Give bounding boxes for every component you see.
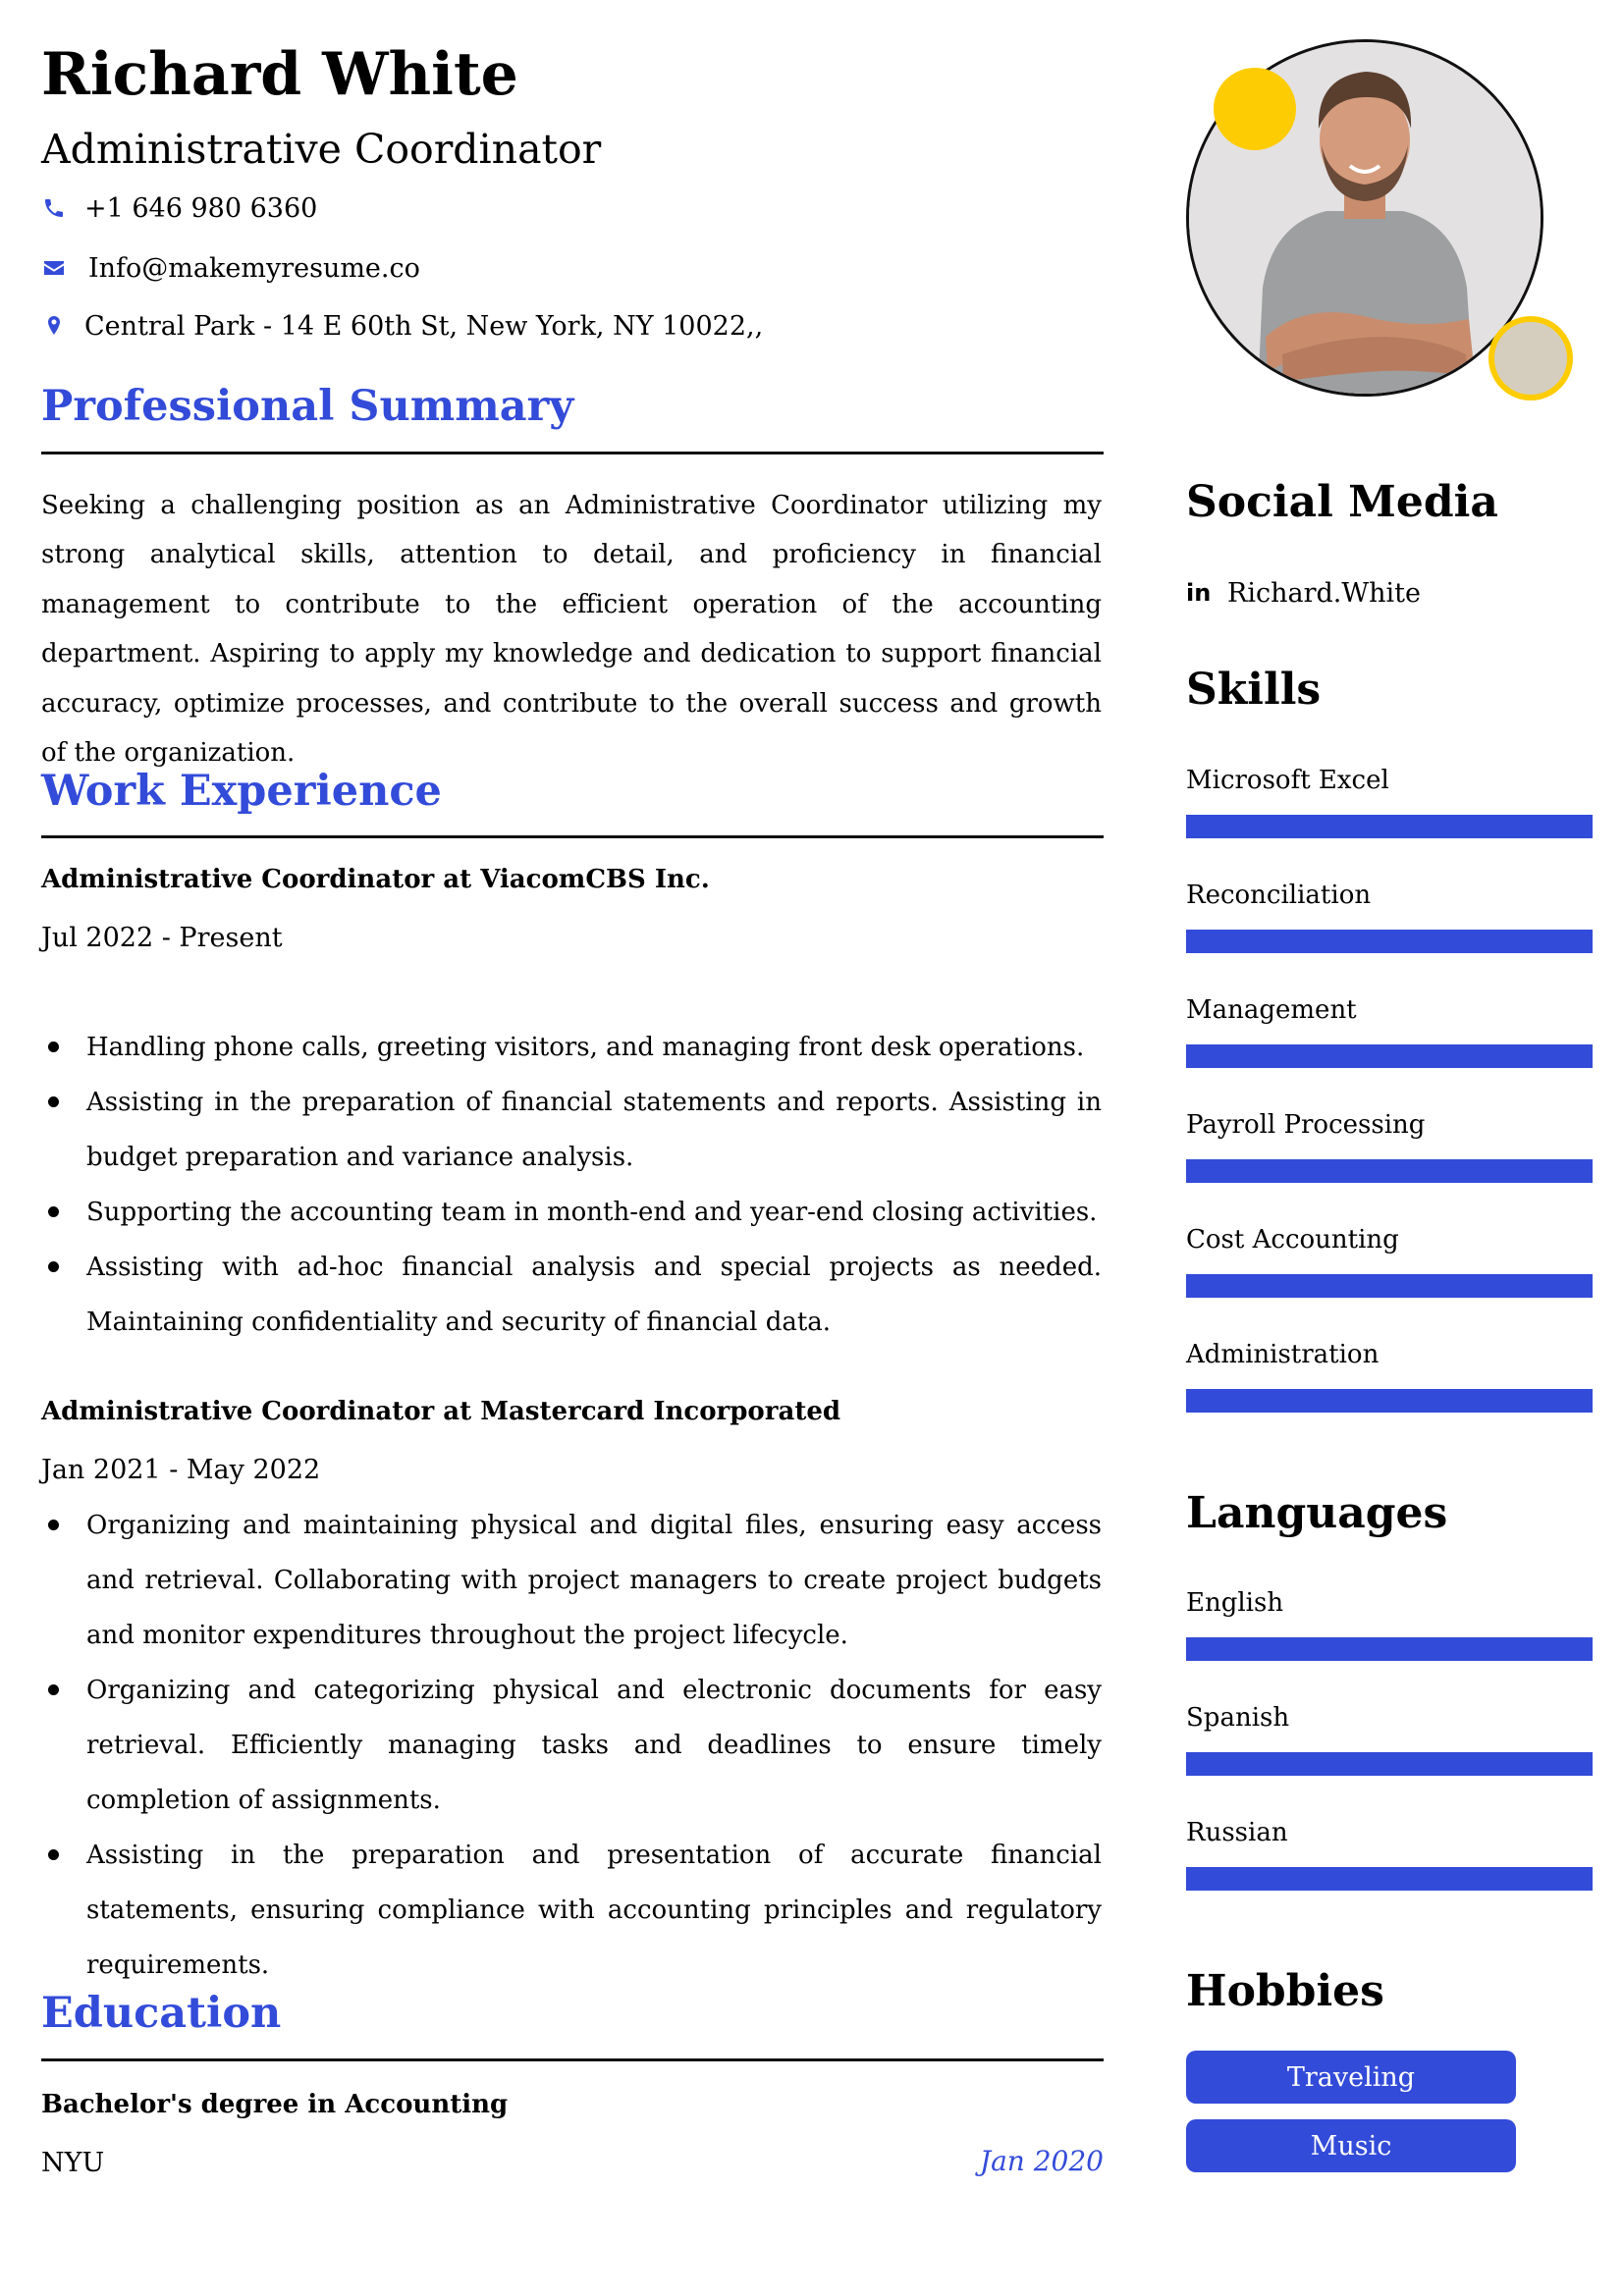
language-level-fill [1186,1867,1593,1891]
skill-label: Administration [1186,1340,1380,1369]
candidate-title: Administrative Coordinator [41,126,602,173]
list-item: Organizing and maintaining physical and digital files, ensuring easy access and retrieval. Collaborating with project managers to create project budgets and monitor expenditures throughout the project lifecycle. [41,1498,1102,1663]
summary-heading: Professional Summary [41,382,574,431]
education-degree: Bachelor's degree in Accounting [41,2090,509,2119]
contact-phone [41,188,317,228]
list-item: Assisting with ad-hoc financial analysis and special projects as needed. Maintaining confidentiality and security of financial data. [41,1240,1102,1350]
linkedin-icon: in [1186,579,1212,607]
contact-address [41,306,763,346]
list-item: Organizing and categorizing physical and electronic documents for easy retrieval. Efficiently managing tasks and deadlines to ensure timely completion of assignments. [41,1663,1102,1828]
language-label: English [1186,1588,1284,1618]
skill-level-fill [1186,1389,1593,1413]
language-level-bar [1186,1637,1593,1661]
education-heading: Education [41,1989,282,2038]
language-label: Russian [1186,1818,1288,1847]
phone-icon [41,195,67,221]
skill-level-fill [1186,1274,1593,1298]
skill-level-bar [1186,930,1593,953]
list-item: Supporting the accounting team in month-end and year-end closing activities. [41,1185,1102,1240]
job-title: Administrative Coordinator at Mastercard Incorporated [41,1397,841,1426]
skill-level-fill [1186,1044,1593,1068]
job-bullets [41,1020,1102,1350]
skill-level-bar [1186,1159,1593,1183]
education-divider [41,2058,1104,2061]
skill-label: Cost Accounting [1186,1225,1399,1255]
map-marker-icon [41,313,67,339]
language-level-fill [1186,1637,1593,1661]
skill-level-fill [1186,930,1593,953]
summary-divider [41,452,1104,454]
skill-level-bar [1186,815,1593,838]
linkedin-handle[interactable]: Richard.White [1227,577,1421,609]
experience-heading: Work Experience [41,767,442,816]
decorative-yellow-dot [1214,68,1296,150]
hobbies-heading: Hobbies [1186,1966,1384,2016]
language-level-bar [1186,1867,1593,1891]
skill-label: Management [1186,995,1357,1025]
language-label: Spanish [1186,1703,1290,1733]
skill-level-fill [1186,1159,1593,1183]
skills-heading: Skills [1186,665,1322,715]
profile-photo-group [1186,39,1579,412]
list-item: Handling phone calls, greeting visitors, and managing front desk operations. [41,1020,1102,1075]
skill-level-bar [1186,1274,1593,1298]
social-linkedin[interactable] [1186,573,1421,613]
job-bullets [41,1498,1102,1993]
hobby-tag: Music [1186,2119,1516,2172]
decorative-ring-dot [1488,316,1573,400]
education-date: Jan 2020 [979,2145,1104,2177]
email-text[interactable]: Info@makemyresume.co [88,252,420,284]
skill-level-bar [1186,1389,1593,1413]
contact-email [41,248,420,288]
social-heading: Social Media [1186,477,1498,527]
summary-text: Seeking a challenging position as an Administrative Coordinator utilizing my strong analytical skills, attention to detail, and proficiency in financial management to contribute to the efficient operation of the accounting department. Aspiring to apply my knowledge and dedication to support financial accuracy, optimize processes, and contribute to the overall success and growth of the organization. [41,491,1102,769]
language-level-fill [1186,1752,1593,1776]
languages-heading: Languages [1186,1488,1448,1538]
job-dates: Jul 2022 - Present [41,923,283,953]
skill-level-fill [1186,815,1593,838]
hobby-tag: Traveling [1186,2051,1516,2104]
list-item: Assisting in the preparation of financial statements and reports. Assisting in budget preparation and variance analysis. [41,1075,1102,1185]
experience-divider [41,835,1104,838]
address-text: Central Park - 14 E 60th St, New York, NY 10022,, [84,310,764,342]
education-school: NYU [41,2148,105,2178]
skill-label: Reconciliation [1186,881,1372,910]
skill-label: Payroll Processing [1186,1110,1426,1140]
candidate-name: Richard White [41,40,518,109]
skill-label: Microsoft Excel [1186,766,1389,795]
skill-level-bar [1186,1044,1593,1068]
envelope-icon [41,255,67,281]
phone-text: +1 646 980 6360 [84,192,318,224]
job-dates: Jan 2021 - May 2022 [41,1455,321,1485]
job-title: Administrative Coordinator at ViacomCBS Inc. [41,865,710,894]
language-level-bar [1186,1752,1593,1776]
list-item: Assisting in the preparation and presentation of accurate financial statements, ensuring compliance with accounting principles and regulatory requirements. [41,1828,1102,1993]
